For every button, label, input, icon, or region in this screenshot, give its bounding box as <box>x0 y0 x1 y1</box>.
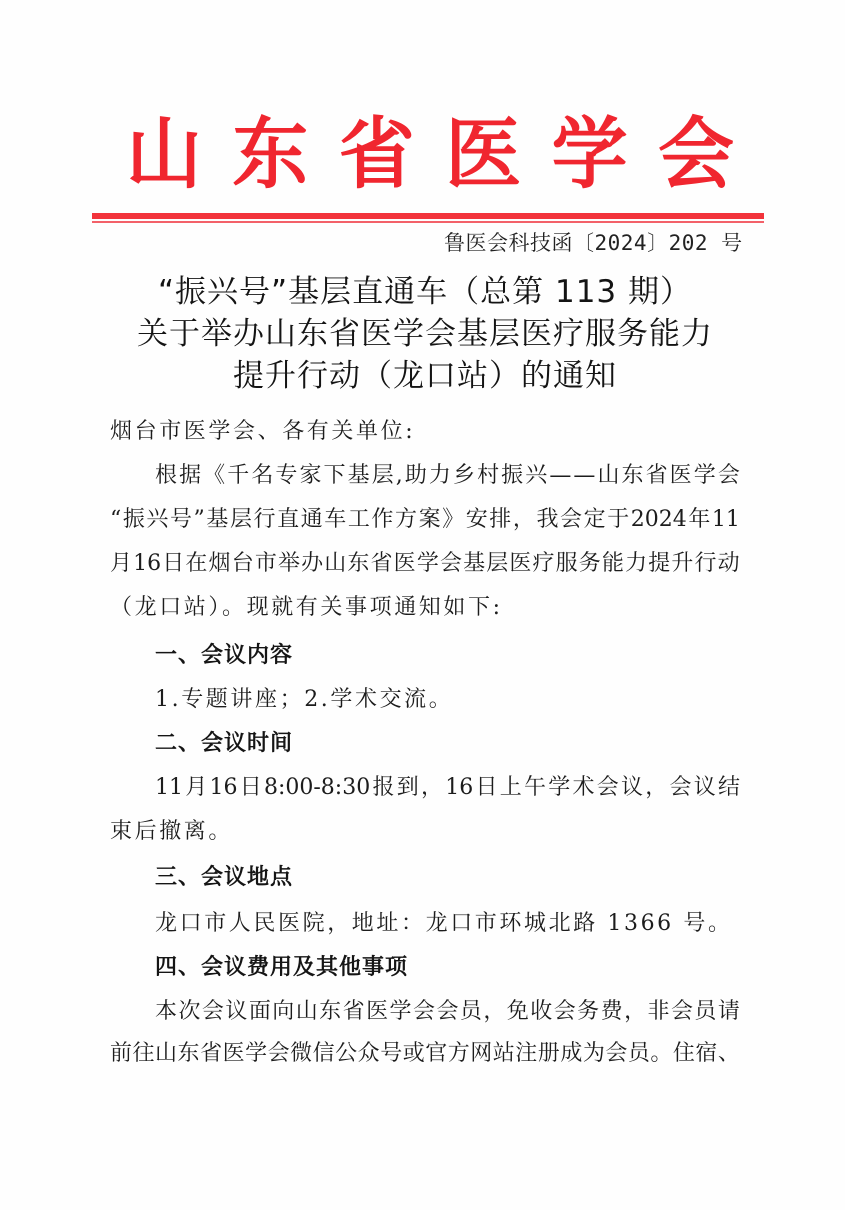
text-glyph: 日 <box>475 775 498 800</box>
text-glyph: 会 <box>267 1041 290 1066</box>
intro-line <box>110 546 740 582</box>
letterhead-char: 东 <box>232 108 309 199</box>
text-glyph: 站 <box>492 1041 515 1066</box>
text-glyph: 省 <box>200 1041 223 1066</box>
text-glyph: 月 <box>185 775 208 800</box>
text-glyph: 山 <box>597 463 620 488</box>
text-glyph: 员 <box>459 999 482 1024</box>
text-glyph: 》 <box>442 507 465 532</box>
text-glyph: 医 <box>222 1041 245 1066</box>
text-glyph: — <box>573 463 596 488</box>
text-glyph: ， <box>420 775 443 800</box>
text-glyph: 向 <box>272 999 295 1024</box>
text-glyph: 结 <box>717 775 740 800</box>
text-glyph: 8:00-8:30 <box>263 775 371 800</box>
text-glyph: 官 <box>425 1041 448 1066</box>
text-glyph: 东 <box>621 463 644 488</box>
text-glyph: 信 <box>312 1041 335 1066</box>
text-glyph: ， <box>512 507 535 532</box>
text-glyph: 到 <box>396 775 419 800</box>
text-glyph: 议 <box>225 999 248 1024</box>
text-glyph: 村 <box>477 463 500 488</box>
text-glyph: 振 <box>501 463 524 488</box>
section-text <box>155 994 740 1030</box>
text-glyph: 定 <box>583 507 606 532</box>
intro-line <box>155 458 740 494</box>
text-glyph: 16 <box>445 775 474 800</box>
text-glyph: 会 <box>670 999 693 1024</box>
text-glyph: 升 <box>671 551 694 576</box>
text-glyph: 公 <box>335 1041 358 1066</box>
text-glyph: 医 <box>509 551 532 576</box>
letterhead-title <box>120 108 740 200</box>
text-glyph: 会 <box>669 775 692 800</box>
text-glyph: 通 <box>300 507 323 532</box>
text-glyph: 前 <box>110 1041 133 1066</box>
text-glyph: 会 <box>412 999 435 1024</box>
letterhead-char: 学 <box>551 108 628 199</box>
title-line-2: 关于举办山东省医学会基层医疗服务能力 <box>137 316 713 352</box>
text-glyph: 会 <box>436 999 459 1024</box>
text-glyph: 。 <box>650 1041 673 1066</box>
text-glyph: 议 <box>693 775 716 800</box>
text-glyph: 免 <box>506 999 529 1024</box>
text-glyph: 日 <box>239 775 262 800</box>
text-glyph: 会 <box>596 775 619 800</box>
text-glyph: 16 <box>133 551 162 576</box>
text-glyph: 东 <box>319 999 342 1024</box>
section-heading: 一、会议内容 <box>155 643 294 668</box>
text-glyph: 山 <box>155 1041 178 1066</box>
text-glyph: 非 <box>647 999 670 1024</box>
text-glyph: 烟 <box>208 551 231 576</box>
section-text: 束后撤离。 <box>110 819 234 844</box>
text-glyph: 名 <box>251 463 274 488</box>
text-glyph: 排 <box>489 507 512 532</box>
text-glyph: 16 <box>209 775 238 800</box>
text-glyph: 务 <box>577 999 600 1024</box>
text-glyph: 东 <box>347 551 370 576</box>
text-glyph: 东 <box>177 1041 200 1066</box>
text-glyph: 11 <box>155 775 183 800</box>
text-glyph: 车 <box>324 507 347 532</box>
letterhead-divider-thin <box>92 221 764 223</box>
text-glyph: 行 <box>694 551 717 576</box>
text-glyph: 兴 <box>146 507 169 532</box>
text-glyph: 、 <box>717 1041 740 1066</box>
text-glyph: 面 <box>248 999 271 1024</box>
text-glyph: 作 <box>371 507 394 532</box>
text-glyph: 专 <box>275 463 298 488</box>
document-number: 鲁医会科技函〔2024〕202 号 <box>444 231 743 255</box>
text-glyph: 根 <box>155 463 178 488</box>
text-glyph: 医 <box>669 463 692 488</box>
text-glyph: 请 <box>717 999 740 1024</box>
text-glyph: 册 <box>537 1041 560 1066</box>
text-glyph: 学 <box>693 463 716 488</box>
text-glyph: 宿 <box>695 1041 718 1066</box>
intro-line: （龙口站）。现就有关事项通知如下: <box>110 595 503 620</box>
text-glyph: ， <box>645 775 668 800</box>
text-glyph: 2024 <box>630 507 687 532</box>
text-glyph: 议 <box>620 775 643 800</box>
text-glyph: 力 <box>625 551 648 576</box>
text-glyph: 举 <box>277 551 300 576</box>
title-line-1: “振兴号”基层直通车（总第 113 期） <box>158 274 692 310</box>
text-glyph: 据 <box>179 463 202 488</box>
text-glyph: 成 <box>560 1041 583 1066</box>
text-glyph: 兴 <box>525 463 548 488</box>
text-glyph: 在 <box>185 551 208 576</box>
text-glyph: 报 <box>372 775 395 800</box>
text-glyph: 工 <box>347 507 370 532</box>
letterhead-char: 山 <box>126 108 202 199</box>
text-glyph: 《 <box>203 463 226 488</box>
text-glyph: 午 <box>523 775 546 800</box>
text-glyph: 学 <box>548 775 571 800</box>
text-glyph: , <box>395 463 403 488</box>
text-glyph: 注 <box>515 1041 538 1066</box>
text-glyph: 直 <box>277 507 300 532</box>
text-glyph: 收 <box>530 999 553 1024</box>
text-glyph: 费 <box>600 999 623 1024</box>
salutation: 烟台市医学会、各有关单位: <box>110 419 416 444</box>
section-text <box>110 1036 740 1072</box>
section-text: 1.专题讲座；2.学术交流。 <box>155 687 454 712</box>
text-glyph: 本 <box>155 999 178 1024</box>
text-glyph: 行 <box>253 507 276 532</box>
text-glyph: 号 <box>380 1041 403 1066</box>
text-glyph: 方 <box>447 1041 470 1066</box>
text-glyph: 会 <box>439 551 462 576</box>
text-glyph: — <box>549 463 572 488</box>
text-glyph: 动 <box>717 551 740 576</box>
text-glyph: 务 <box>578 551 601 576</box>
text-glyph: 省 <box>645 463 668 488</box>
text-glyph: 员 <box>694 999 717 1024</box>
text-glyph: 学 <box>389 999 412 1024</box>
text-glyph: 助 <box>404 463 427 488</box>
text-glyph: 年 <box>688 507 711 532</box>
letterhead-divider-thick <box>92 213 764 219</box>
text-glyph: 会 <box>717 463 740 488</box>
text-glyph: 省 <box>342 999 365 1024</box>
text-glyph: 山 <box>295 999 318 1024</box>
text-glyph: 为 <box>582 1041 605 1066</box>
text-glyph: 振 <box>122 507 145 532</box>
text-glyph: 基 <box>347 463 370 488</box>
text-glyph: 于 <box>607 507 630 532</box>
title-line-3: 提升行动（龙口站）的通知 <box>233 358 617 394</box>
text-glyph: 家 <box>299 463 322 488</box>
text-glyph: 医 <box>393 551 416 576</box>
text-glyph: 案 <box>418 507 441 532</box>
section-text <box>155 770 740 806</box>
section-heading: 三、会议地点 <box>155 865 294 890</box>
text-glyph: 或 <box>402 1041 425 1066</box>
section-heading: 四、会议费用及其他事项 <box>155 955 409 980</box>
text-glyph: 微 <box>290 1041 313 1066</box>
text-glyph: 会 <box>201 999 224 1024</box>
text-glyph: 我 <box>536 507 559 532</box>
text-glyph: 安 <box>465 507 488 532</box>
text-glyph: 往 <box>132 1041 155 1066</box>
text-glyph: 学 <box>245 1041 268 1066</box>
text-glyph: 基 <box>206 507 229 532</box>
text-glyph: 疗 <box>532 551 555 576</box>
text-glyph: 11 <box>711 507 740 532</box>
text-glyph: 上 <box>499 775 522 800</box>
letterhead-char: 省 <box>338 108 415 199</box>
text-glyph: 层 <box>486 551 509 576</box>
text-glyph: 医 <box>366 999 389 1024</box>
text-glyph: 层 <box>371 463 394 488</box>
text-glyph: 日 <box>162 551 185 576</box>
text-glyph: 服 <box>555 551 578 576</box>
text-glyph: 台 <box>231 551 254 576</box>
text-glyph: 月 <box>110 551 133 576</box>
letterhead-char: 医 <box>445 108 522 199</box>
section-text: 龙口市人民医院，地址：龙口市环城北路 1366 号。 <box>155 911 733 936</box>
text-glyph: 千 <box>227 463 250 488</box>
text-glyph: ， <box>624 999 647 1024</box>
text-glyph: 网 <box>470 1041 493 1066</box>
text-glyph: 层 <box>229 507 252 532</box>
text-glyph: 山 <box>324 551 347 576</box>
text-glyph: 术 <box>572 775 595 800</box>
text-glyph: 提 <box>648 551 671 576</box>
text-glyph: 会 <box>560 507 583 532</box>
text-glyph: ” <box>193 507 205 532</box>
text-glyph: 次 <box>178 999 201 1024</box>
text-glyph: 基 <box>463 551 486 576</box>
text-glyph: 乡 <box>453 463 476 488</box>
text-glyph: 能 <box>601 551 624 576</box>
text-glyph: 方 <box>394 507 417 532</box>
text-glyph: 号 <box>169 507 192 532</box>
text-glyph: 住 <box>672 1041 695 1066</box>
text-glyph: “ <box>110 507 122 532</box>
text-glyph: 力 <box>428 463 451 488</box>
text-glyph: ， <box>483 999 506 1024</box>
text-glyph: 下 <box>323 463 346 488</box>
text-glyph: 员 <box>627 1041 650 1066</box>
letterhead-char: 会 <box>657 108 734 199</box>
text-glyph: 学 <box>416 551 439 576</box>
text-glyph: 会 <box>553 999 576 1024</box>
text-glyph: 省 <box>370 551 393 576</box>
text-glyph: 办 <box>301 551 324 576</box>
text-glyph: 众 <box>357 1041 380 1066</box>
section-heading: 二、会议时间 <box>155 731 294 756</box>
text-glyph: 市 <box>254 551 277 576</box>
text-glyph: 会 <box>605 1041 628 1066</box>
intro-line <box>110 502 740 538</box>
